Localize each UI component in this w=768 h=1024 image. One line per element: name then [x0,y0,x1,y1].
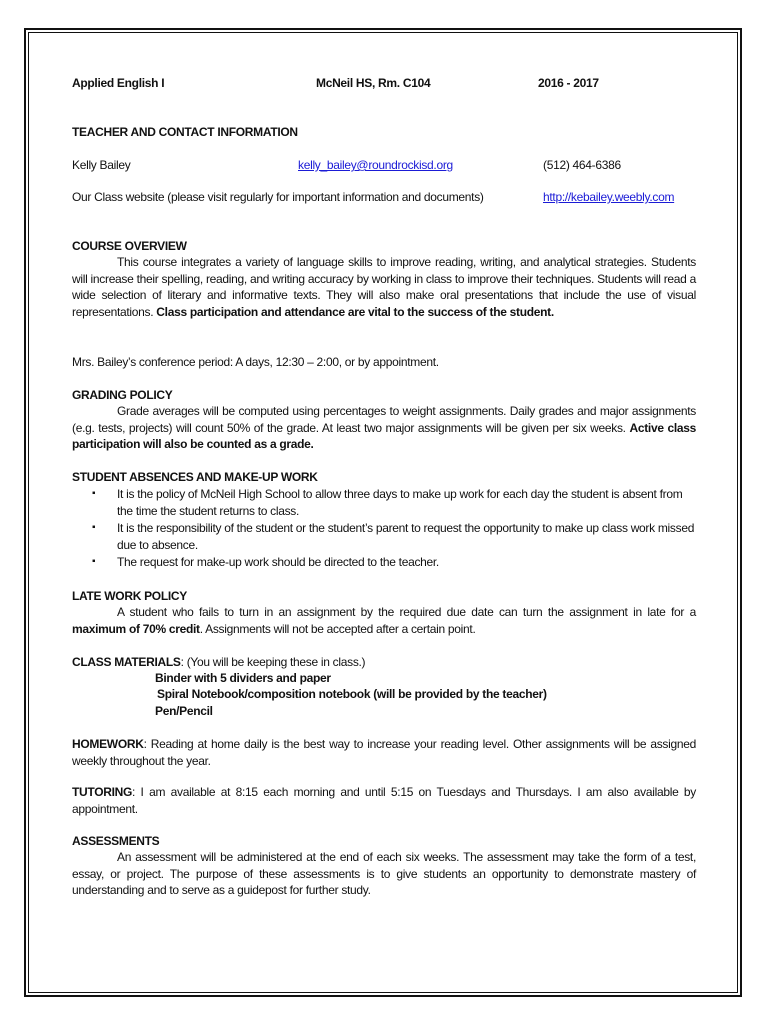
course-title: Applied English I [72,76,165,90]
tutoring-paragraph [72,784,696,817]
website-link[interactable]: http://kebailey.weebly.com [543,190,675,204]
assessments-heading: ASSESSMENTS [72,834,160,848]
tutoring-heading: TUTORING [72,785,133,799]
phone-number: (512) 464-6386 [543,158,621,172]
late-work-paragraph [72,604,696,637]
materials-heading: CLASS MATERIALS [72,655,181,669]
grading-paragraph [72,403,696,453]
homework-heading: HOMEWORK [72,737,144,751]
material-item: Pen/Pencil [155,704,213,718]
conference-period: Mrs. Bailey’s conference period: A days, 12:30 – 2:00, or by appointment. [72,355,439,369]
homework-text: : Reading at home daily is the best way to increase your reading level. Other assignments will be assigned weekly throughout the year. [72,737,696,768]
absences-list [72,486,696,572]
overview-paragraph [72,254,696,320]
absences-heading: STUDENT ABSENCES AND MAKE-UP WORK [72,470,318,484]
grading-heading: GRADING POLICY [72,388,173,402]
late-work-text-after: . Assignments will not be accepted after a certain point. [199,621,476,636]
contact-heading: TEACHER AND CONTACT INFORMATION [72,125,298,139]
materials-row [72,654,696,671]
list-item: ▪ The request for make-up work should be directed to the teacher. [72,554,696,571]
list-item: ▪ It is the policy of McNeil High School to allow three days to make up work for each day the student is absent from the time the student returns to class. [72,486,696,519]
homework-paragraph [72,736,696,769]
material-item: Spiral Notebook/composition notebook (will be provided by the teacher) [157,687,547,701]
assessments-paragraph: An assessment will be administered at the end of each six weeks. The assessment may take the form of a test, essay, or project. The purpose of these assessments is to give students an opportunity to demonstrate mastery of understanding and to serve as a guidepost for further study. [72,850,696,897]
overview-bold-text: Class participation and attendance are vital to the success of the student. [156,304,554,319]
materials-note: : (You will be keeping these in class.) [180,655,366,669]
website-description: Our Class website (please visit regularly for important information and documents) [72,190,484,204]
school-room: McNeil HS, Rm. C104 [316,76,431,90]
overview-text: This course integrates a variety of language skills to improve reading, writing, and analytical strategies. Students will increase their spelling, reading, and writing accuracy by working in class to improve their techniques. Students will read a wide selection of literary and informative texts. They will also make oral presentations that include the use of visual representations. [72,255,696,319]
teacher-name: Kelly Bailey [72,158,131,172]
tutoring-text: : I am available at 8:15 each morning and until 5:15 on Tuesdays and Thursdays. I am also available by appointment. [72,785,696,816]
list-item: ▪ It is the responsibility of the student or the student’s parent to request the opportunity to make up class work missed due to absence. [72,520,696,553]
grading-bold-text: Active class participation will also be counted as a grade. [72,420,696,451]
late-work-heading: LATE WORK POLICY [72,589,187,603]
grading-text: Grade averages will be computed using percentages to weight assignments. Daily grades and major assignments (e.g. tests, projects) will count 50% of the grade. At least two major assignments will be given per six weeks. [72,404,696,435]
late-work-bold-text: maximum of 70% credit [72,621,200,636]
late-work-text: A student who fails to turn in an assignment by the required due date can turn the assignment in late for a [117,605,696,619]
material-item: Binder with 5 dividers and paper [155,671,331,685]
overview-heading: COURSE OVERVIEW [72,239,187,253]
email-link[interactable]: kelly_bailey@roundrockisd.org [298,158,453,172]
school-year: 2016 - 2017 [538,76,599,90]
